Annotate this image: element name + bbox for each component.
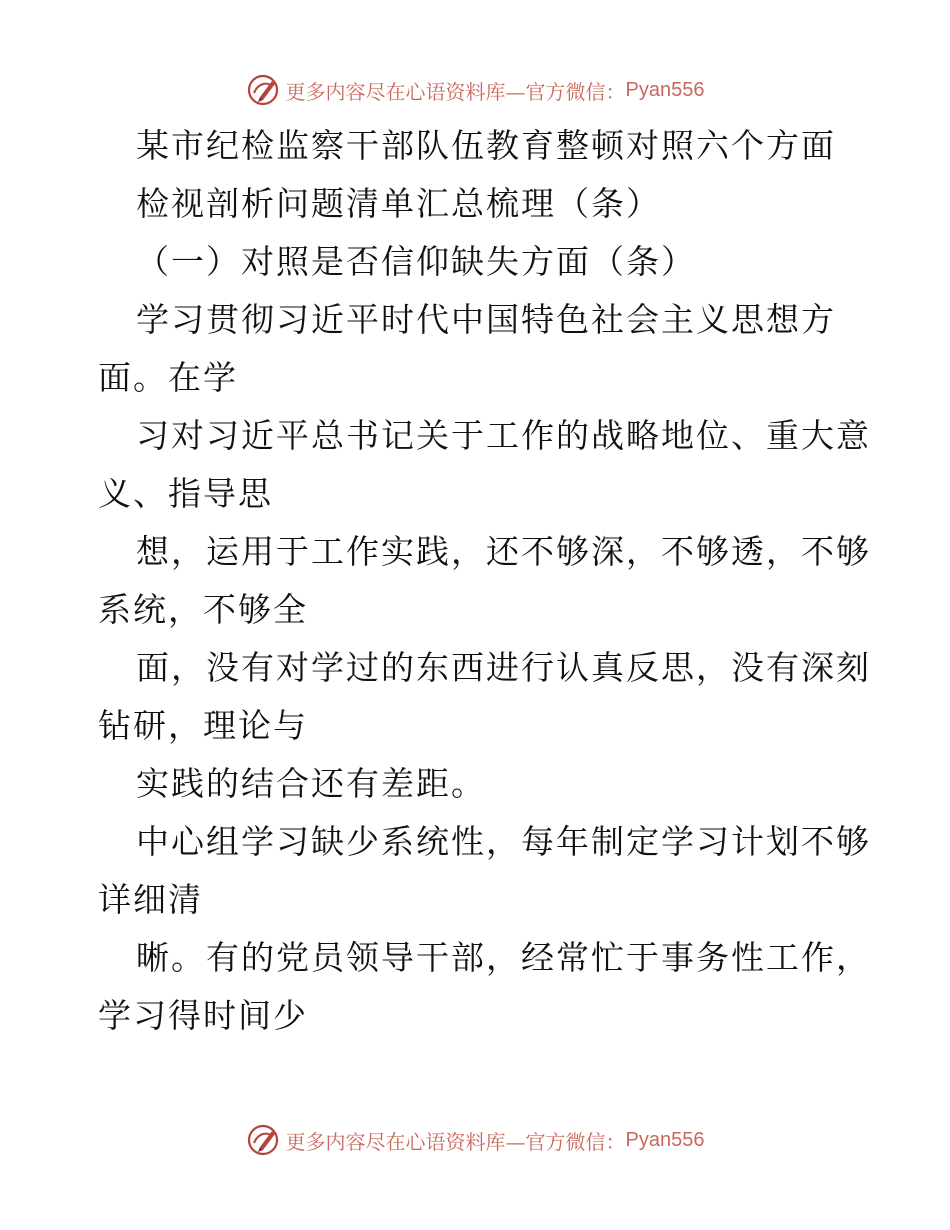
paragraph-line: 习对习近平总书记关于工作的战略地位、重大意 <box>136 416 871 455</box>
paragraph-line: 晰。有的党员领导干部，经常忙于事务性工作， <box>136 938 871 977</box>
footer-banner-text: 更多内容尽在心语资料库—官方微信： <box>285 1129 626 1154</box>
paragraph-line: 实践的结合还有差距。 <box>136 764 486 803</box>
header-banner <box>0 70 950 110</box>
paragraph-line: 钻研，理论与 <box>98 706 308 745</box>
paragraph-line: 想，运用于工作实践，还不够深，不够透，不够 <box>136 532 871 571</box>
footer-banner <box>0 1120 950 1160</box>
section-heading: （一）对照是否信仰缺失方面（条） <box>136 242 696 281</box>
header-wechat-id: Pyan556 <box>625 78 705 101</box>
pen-logo-icon <box>246 1123 280 1157</box>
paragraph-line: 中心组学习缺少系统性，每年制定学习计划不够 <box>136 822 871 861</box>
paragraph-line: 学习贯彻习近平时代中国特色社会主义思想方 <box>136 300 836 339</box>
paragraph-line: 学习得时间少 <box>98 996 308 1035</box>
paragraph-line: 系统，不够全 <box>98 590 308 629</box>
paragraph-line: 面。在学 <box>98 358 238 397</box>
footer-wechat-id: Pyan556 <box>625 1128 705 1151</box>
paragraph-line: 详细清 <box>98 880 203 919</box>
paragraph-line: 义、指导思 <box>98 474 273 513</box>
header-banner-text: 更多内容尽在心语资料库—官方微信： <box>285 79 626 104</box>
pen-logo-icon <box>246 73 280 107</box>
paragraph-line: 面，没有对学过的东西进行认真反思，没有深刻 <box>136 648 871 687</box>
document-title-line-1: 某市纪检监察干部队伍教育整顿对照六个方面 <box>136 126 836 165</box>
document-title-line-2: 检视剖析问题清单汇总梳理（条） <box>136 184 661 223</box>
